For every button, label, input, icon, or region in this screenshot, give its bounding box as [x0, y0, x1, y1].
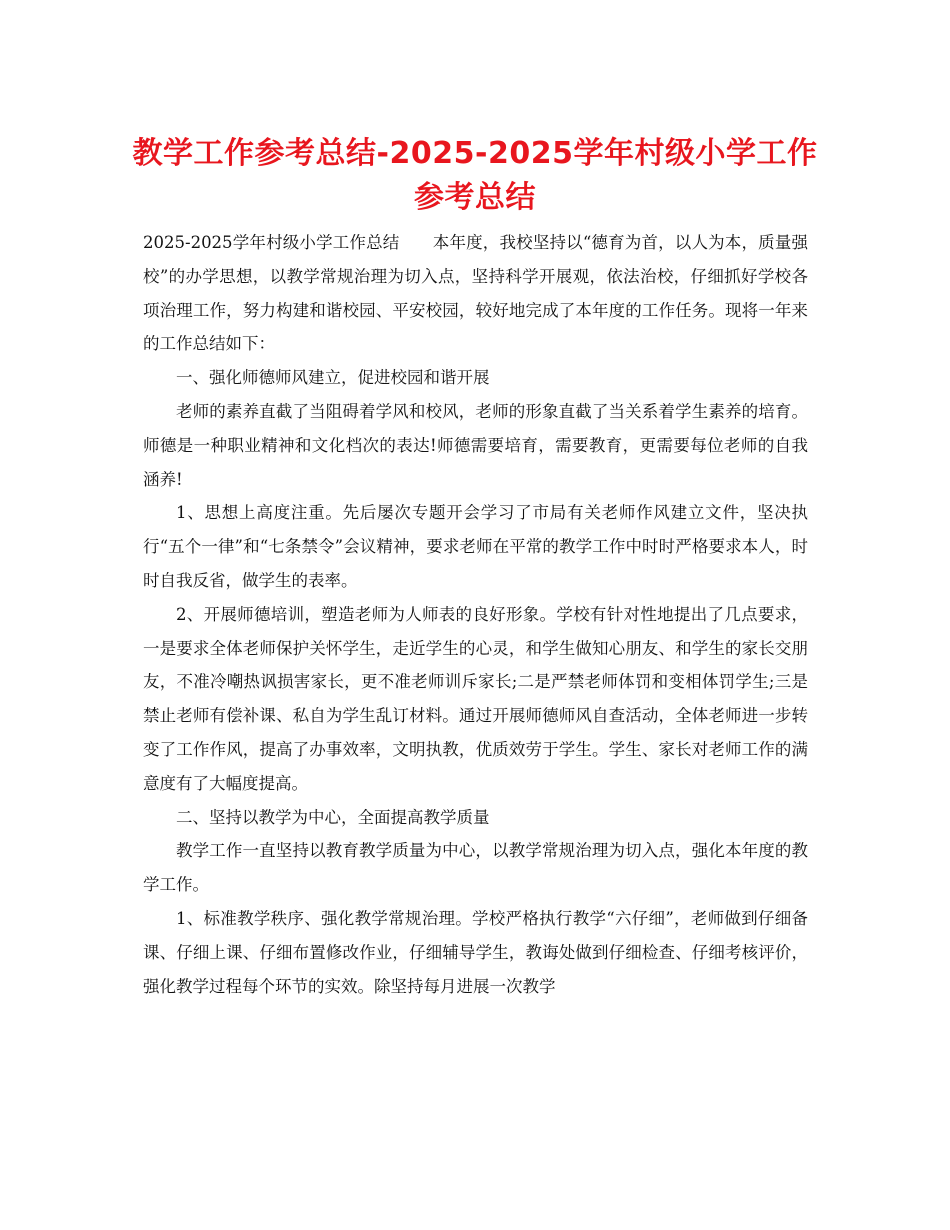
document-body	[143, 226, 808, 1003]
body-paragraph: 2、开展师德培训，塑造老师为人师表的良好形象。学校有针对性地提出了几点要求，一是要求全体老师保护关怀学生，走近学生的心灵，和学生做知心朋友、和学生的家长交朋友，不准冷嘲热讽损害家长，更不准老师训斥家长;二是严禁老师体罚和变相体罚学生;三是禁止老师有偿补课、私自为学生乱订材料。通过开展师德师风自查活动，全体老师进一步转变了工作作风，提高了办事效率，文明执教，优质效劳于学生。学生、家长对老师工作的满意度有了大幅度提高。	[143, 604, 808, 793]
document-title: 教学工作参考总结-2025-2025学年村级小学工作参考总结	[132, 136, 818, 215]
body-paragraph: 老师的素养直截了当阻碍着学风和校风，老师的形象直截了当关系着学生素养的培育。师德是一种职业精神和文化档次的表达!师德需要培育，需要教育，更需要每位老师的自我涵养!	[143, 401, 808, 489]
body-paragraph: 1、思想上高度注重。先后屡次专题开会学习了市局有关老师作风建立文件，坚决执行“五个一律”和“七条禁令”会议精神，要求老师在平常的教学工作中时时严格要求本人，时时自我反省，做学生的表率。	[143, 503, 808, 590]
section-heading: 二、坚持以教学为中心，全面提高教学质量	[176, 807, 490, 827]
section-heading: 一、强化师德师风建立，促进校园和谐开展	[176, 368, 490, 388]
body-paragraph: 1、标准教学秩序、强化教学常规治理。学校严格执行教学“六仔细”，老师做到仔细备课、仔细上课、仔细布置修改作业，仔细辅导学生，教诲处做到仔细检查、仔细考核评价，强化教学过程每个环节的实效。除坚持每月进展一次教学	[143, 908, 808, 996]
body-paragraph: 2025-2025学年村级小学工作总结 本年度，我校坚持以“德育为首，以人为本，质量强校”的办学思想，以教学常规治理为切入点，坚持科学开展观，依法治校，仔细抓好学校各项治理工作，努力构建和谐校园、平安校园，较好地完成了本年度的工作任务。现将一年来的工作总结如下：	[143, 233, 808, 354]
body-paragraph: 教学工作一直坚持以教育教学质量为中心，以教学常规治理为切入点，强化本年度的教学工作。	[143, 841, 808, 895]
